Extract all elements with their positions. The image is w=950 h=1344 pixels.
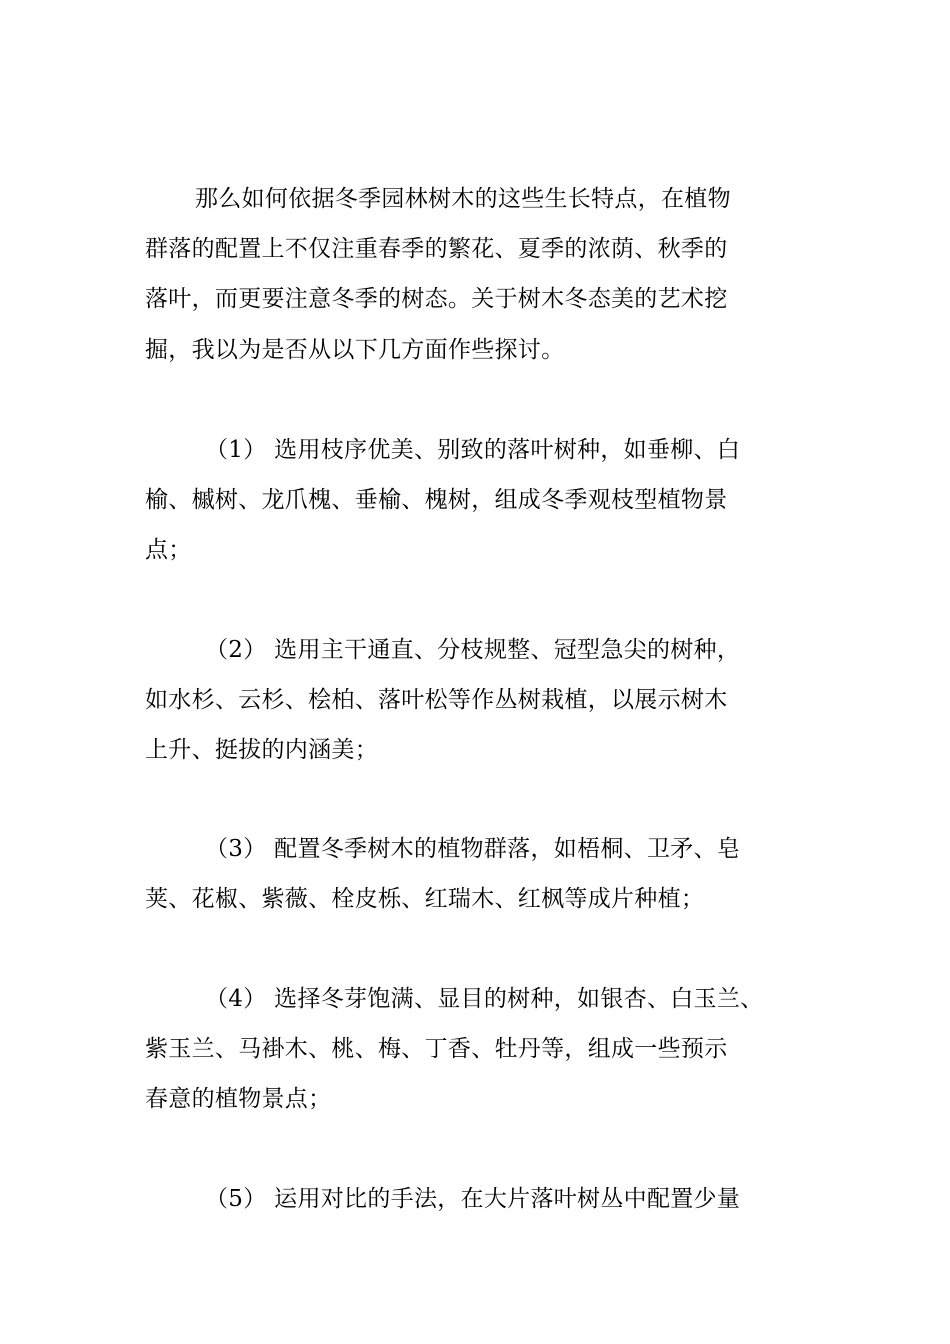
text-line: （2） 选用主干通直、分枝规整、冠型急尖的树种， bbox=[205, 637, 741, 663]
text-line: 荚、花椒、紫薇、栓皮栎、红瑞木、红枫等成片种植； bbox=[145, 886, 705, 912]
text-line: 如水杉、云杉、桧柏、落叶松等作丛树栽植，以展示树木 bbox=[145, 687, 728, 713]
text-line: 春意的植物景点； bbox=[145, 1086, 332, 1112]
text-line: （1） 选用枝序优美、别致的落叶树种，如垂柳、白 bbox=[205, 437, 741, 463]
text-line: 掘，我以为是否从以下几方面作些探讨。 bbox=[145, 337, 565, 363]
text-line: 落叶，而更要注意冬季的树态。关于树木冬态美的艺术挖 bbox=[145, 286, 728, 312]
text-line: 上升、挺拔的内涵美； bbox=[145, 737, 378, 763]
text-line: 点； bbox=[145, 537, 192, 563]
text-line: 紫玉兰、马褂木、桃、梅、丁香、牡丹等，组成一些预示 bbox=[145, 1036, 728, 1062]
text-line: （5） 运用对比的手法，在大片落叶树丛中配置少量 bbox=[205, 1186, 741, 1212]
text-line: 群落的配置上不仅注重春季的繁花、夏季的浓荫、秋季的 bbox=[145, 236, 728, 262]
text-line: （3） 配置冬季树木的植物群落，如梧桐、卫矛、皂 bbox=[205, 836, 741, 862]
text-line: 榆、槭树、龙爪槐、垂榆、槐树，组成冬季观枝型植物景 bbox=[145, 487, 728, 513]
text-line: （4） 选择冬芽饱满、显目的树种，如银杏、白玉兰、 bbox=[205, 986, 764, 1012]
text-line: 那么如何依据冬季园林树木的这些生长特点，在植物 bbox=[195, 186, 731, 212]
